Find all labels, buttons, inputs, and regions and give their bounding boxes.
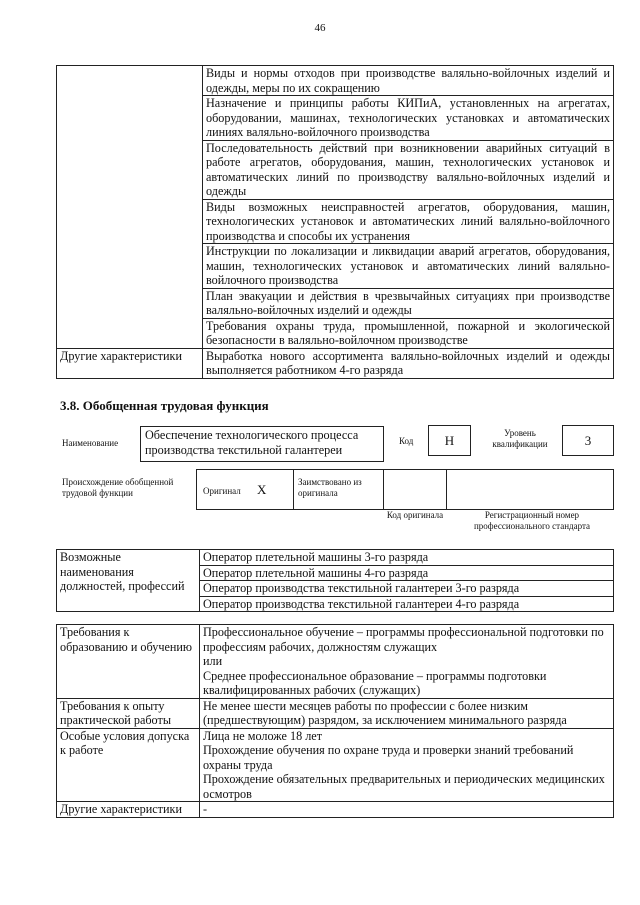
list-item: Оператор производства текстильной галантереи 3-го разряда [200,581,614,597]
divider [446,469,447,510]
level-label: Уровень квалификации [492,428,548,449]
table-cell: Виды возможных неисправностей агрегатов, оборудования, машин, технологических установок и автоматических линий валяльно-войлочного производства и способы их устранения [203,199,614,244]
table-row [57,728,614,802]
requirement-label: Требования к опыту практической работы [57,698,200,728]
requirement-value [200,625,614,699]
table-cell: Последовательность действий при возникновении аварийных ситуаций в работе агрегатов, оборудования, машин, технологических установок и автоматических линий по производству валяльно-войлочных изделий и одежды [203,140,614,199]
original-label: Оригинал [203,486,241,496]
table-row [57,625,614,699]
section-heading: 3.8. Обобщенная трудовая функция [60,398,269,413]
name-value: Обеспечение технологического процесса производства текстильной галантереи [140,426,384,462]
knowledge-table [56,65,614,379]
requirement-line: Прохождение обучения по охране труда и проверки знаний требований охраны труда [203,743,574,772]
table-cell: Назначение и принципы работы КИПиА, установленных на агрегатах, оборудовании, машинах, технологических установках и автоматических линиях валяльно-войлочного производства [203,96,614,141]
reg-number-label: Регистрационный номер профессионального стандарта [473,510,591,531]
requirement-value [200,728,614,802]
other-value: Выработка нового ассортимента валяльно-войлочных изделий и одежды выполняется работником 4-го разряда [203,348,614,378]
page-number: 46 [314,22,326,34]
list-item: Оператор производства текстильной галантереи 4-го разряда [200,596,614,612]
empty-cell [57,66,203,349]
requirement-line: Лица не моложе 18 лет [203,728,323,743]
table-row [57,550,614,566]
other-label: Другие характеристики [57,348,203,378]
code-label: Код [399,436,414,446]
level-value: 3 [562,425,614,456]
table-row [57,802,614,818]
table-cell: Требования охраны труда, промышленной, пожарной и экологической безопасности в валяльно-войлочном производстве [203,318,614,348]
divider [293,469,294,510]
requirement-line: Профессиональное обучение – программы профессиональной подготовки по профессиям рабочих, должностям служащих [203,625,604,654]
requirement-line: Не менее шести месяцев работы по профессии с более низким (предшествующим) разрядом, за исключением минимального разряда [203,698,567,727]
requirement-label: Другие характеристики [57,802,200,818]
requirement-line: Среднее профессиональное образование – программы подготовки квалифицированных рабочих (служащих) [203,668,547,697]
requirement-line: Прохождение обязательных предварительных и периодических медицинских осмотров [203,772,605,801]
divider [383,469,384,510]
code-original-label: Код оригинала [386,510,444,520]
requirement-line: - [203,802,208,816]
positions-label: Возможные наименования должностей, профессий [57,550,200,612]
requirement-value [200,802,614,818]
positions-table [56,549,614,612]
table-cell: Инструкции по локализации и ликвидации аварий агрегатов, оборудования, машин, технологических установок и автоматических линий валяльно-войлочного производства [203,244,614,289]
list-item: Оператор плетельной машины 4-го разряда [200,565,614,581]
table-row [57,348,614,378]
requirement-value [200,698,614,728]
table-row [57,698,614,728]
origin-label: Происхождение обобщенной трудовой функции [62,477,174,498]
list-item: Оператор плетельной машины 3-го разряда [200,550,614,566]
borrowed-label: Заимствовано из оригинала [298,477,362,498]
requirements-table [56,624,614,818]
table-cell: План эвакуации и действия в чрезвычайных ситуациях при производстве валяльно-войлочных изделий и одежды [203,288,614,318]
requirement-label: Особые условия допуска к работе [57,728,200,802]
requirement-line: или [203,654,223,668]
original-mark: X [257,482,267,497]
requirement-label: Требования к образованию и обучению [57,625,200,699]
table-row [57,66,614,96]
code-value: H [428,425,471,456]
name-label: Наименование [62,438,119,448]
table-cell: Виды и нормы отходов при производстве валяльно-войлочных изделий и одежды, меры по их сокращению [203,66,614,96]
